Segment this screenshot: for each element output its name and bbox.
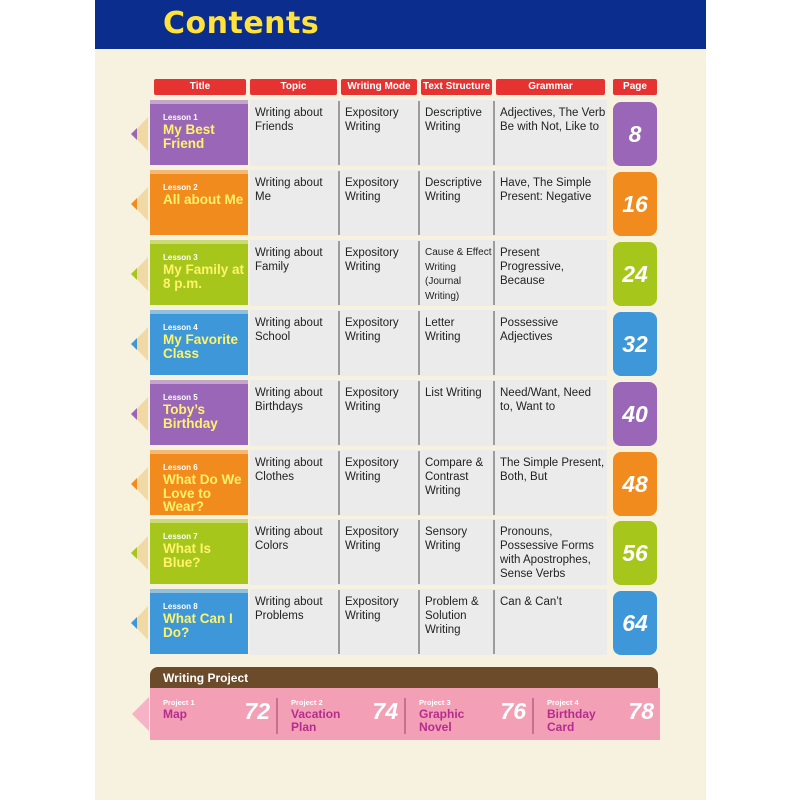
writing-project-title: Writing Project xyxy=(163,671,249,685)
column-divider xyxy=(493,381,495,445)
lesson-page-number: 40 xyxy=(622,401,648,427)
column-divider xyxy=(338,590,340,654)
project-name: Map xyxy=(163,707,187,721)
lesson-text-structure-cell xyxy=(420,170,493,236)
column-divider xyxy=(338,101,340,165)
lesson-grammar: Adjectives, The Verb Be with Not, Like to xyxy=(500,107,606,133)
pencil-lead xyxy=(131,408,137,420)
lesson-writing-mode-cell xyxy=(340,589,418,655)
lesson-text-structure-cell xyxy=(420,310,493,376)
lesson-text-structure-cell xyxy=(420,380,493,446)
lesson-text-structure: Letter Writing xyxy=(425,317,461,343)
lesson-grammar: Need/Want, Need to, Want to xyxy=(500,387,591,413)
lesson-title-pencil[interactable] xyxy=(150,174,248,235)
project-number: Project 3 xyxy=(419,698,451,707)
pencil-lead xyxy=(131,478,137,490)
lesson-topic-cell xyxy=(250,100,338,166)
column-divider xyxy=(338,381,340,445)
lesson-title-pencil[interactable] xyxy=(150,523,248,584)
project-name: Graphic Novel xyxy=(419,707,465,734)
lesson-page-badge[interactable] xyxy=(613,521,657,585)
lesson-title: What Is Blue? xyxy=(163,541,212,570)
lesson-title-pencil[interactable] xyxy=(150,104,248,165)
lesson-grammar-cell xyxy=(495,100,607,166)
lesson-topic: Writing about Friends xyxy=(255,107,323,133)
lesson-text-structure: Cause & Effect Writing (Journal Writing) xyxy=(425,247,492,302)
column-header-writing-mode: Writing Mode xyxy=(341,79,417,95)
lesson-title: My Favorite Class xyxy=(163,332,239,361)
column-divider xyxy=(418,451,420,515)
lesson-grammar-cell xyxy=(495,519,607,585)
lesson-details xyxy=(250,519,607,585)
writing-project-list xyxy=(150,688,660,740)
lesson-writing-mode-cell xyxy=(340,450,418,516)
lesson-grammar-cell xyxy=(495,380,607,446)
column-header-title: Title xyxy=(154,79,246,95)
pencil-top-edge xyxy=(150,519,248,524)
lesson-title: All about Me xyxy=(163,192,244,207)
lesson-writing-mode: Expository Writing xyxy=(345,596,399,622)
column-divider xyxy=(493,451,495,515)
column-divider xyxy=(493,520,495,584)
lesson-text-structure: Descriptive Writing xyxy=(425,107,482,133)
lesson-grammar: The Simple Present, Both, But xyxy=(500,457,605,483)
project-page-number: 72 xyxy=(244,698,270,724)
column-divider xyxy=(418,381,420,445)
lesson-title: What Can I Do? xyxy=(163,611,233,640)
lesson-grammar-cell xyxy=(495,240,607,306)
lesson-grammar-cell xyxy=(495,450,607,516)
lesson-writing-mode: Expository Writing xyxy=(345,457,399,483)
project-divider xyxy=(404,698,406,734)
lesson-details xyxy=(250,100,607,166)
lesson-page-badge[interactable] xyxy=(613,172,657,236)
project-page-number: 76 xyxy=(500,698,526,724)
lesson-row xyxy=(95,170,706,236)
lesson-page-number: 16 xyxy=(622,191,648,217)
lesson-details xyxy=(250,450,607,516)
lesson-title-pencil[interactable] xyxy=(150,384,248,445)
lesson-grammar: Can & Can’t xyxy=(500,596,563,608)
lesson-text-structure: List Writing xyxy=(425,387,482,399)
lesson-title: My Best Friend xyxy=(163,122,215,151)
lesson-page-badge[interactable] xyxy=(613,312,657,376)
column-divider xyxy=(338,311,340,375)
project-number: Project 2 xyxy=(291,698,323,707)
lesson-topic: Writing about Clothes xyxy=(255,457,323,483)
pencil-lead xyxy=(131,198,137,210)
lesson-page-number: 64 xyxy=(622,610,648,636)
lesson-number: Lesson 5 xyxy=(163,393,198,402)
project-name: Vacation Plan xyxy=(291,707,341,734)
lesson-page-number: 8 xyxy=(628,121,642,147)
project-divider xyxy=(276,698,278,734)
lesson-row xyxy=(95,380,706,446)
writing-project-pencil-tip xyxy=(132,697,149,731)
project-page-number: 74 xyxy=(372,698,398,724)
lesson-writing-mode: Expository Writing xyxy=(345,107,399,133)
lesson-writing-mode: Expository Writing xyxy=(345,177,399,203)
lesson-topic-cell xyxy=(250,240,338,306)
lesson-details xyxy=(250,170,607,236)
lesson-topic-cell xyxy=(250,310,338,376)
column-divider xyxy=(338,241,340,305)
lesson-row xyxy=(95,310,706,376)
pencil-top-edge xyxy=(150,589,248,594)
lesson-topic: Writing about Birthdays xyxy=(255,387,323,413)
column-divider xyxy=(418,241,420,305)
lesson-writing-mode-cell xyxy=(340,100,418,166)
lesson-grammar-cell xyxy=(495,170,607,236)
column-divider xyxy=(418,520,420,584)
lesson-title-pencil[interactable] xyxy=(150,454,248,515)
lesson-page-badge[interactable] xyxy=(613,452,657,516)
pencil-top-edge xyxy=(150,380,248,385)
lesson-topic-cell xyxy=(250,589,338,655)
lesson-page-badge[interactable] xyxy=(613,242,657,306)
project-item[interactable] xyxy=(406,688,532,740)
lesson-title-pencil[interactable] xyxy=(150,314,248,375)
column-divider xyxy=(418,101,420,165)
project-number: Project 1 xyxy=(163,698,195,707)
contents-page xyxy=(95,0,706,800)
lesson-row xyxy=(95,589,706,655)
lesson-topic-cell xyxy=(250,519,338,585)
lesson-text-structure: Compare & Contrast Writing xyxy=(425,457,484,497)
lesson-number: Lesson 7 xyxy=(163,532,198,541)
lesson-title: Toby’s Birthday xyxy=(163,402,218,431)
lesson-text-structure-cell xyxy=(420,100,493,166)
lesson-number: Lesson 3 xyxy=(163,253,198,262)
pencil-top-edge xyxy=(150,170,248,175)
pencil-lead xyxy=(131,268,137,280)
column-divider xyxy=(338,171,340,235)
lesson-topic-cell xyxy=(250,170,338,236)
lesson-page-badge[interactable] xyxy=(613,591,657,655)
lesson-writing-mode-cell xyxy=(340,240,418,306)
lesson-grammar: Possessive Adjectives xyxy=(500,317,559,343)
lesson-details xyxy=(250,380,607,446)
pencil-top-edge xyxy=(150,240,248,245)
lesson-topic: Writing about Colors xyxy=(255,526,323,552)
lesson-topic-cell xyxy=(250,380,338,446)
lesson-page-number: 32 xyxy=(622,331,648,357)
pencil-top-edge xyxy=(150,100,248,105)
lesson-details xyxy=(250,310,607,376)
column-divider xyxy=(493,241,495,305)
pencil-lead xyxy=(131,338,137,350)
project-item[interactable] xyxy=(150,688,276,740)
project-item[interactable] xyxy=(278,688,404,740)
column-divider xyxy=(493,101,495,165)
lesson-page-number: 48 xyxy=(622,471,648,497)
column-header-page: Page xyxy=(613,79,657,95)
lesson-writing-mode: Expository Writing xyxy=(345,526,399,552)
lesson-text-structure-cell xyxy=(420,589,493,655)
column-divider xyxy=(493,590,495,654)
column-divider xyxy=(338,451,340,515)
lesson-writing-mode-cell xyxy=(340,170,418,236)
lesson-grammar-cell xyxy=(495,589,607,655)
pencil-lead xyxy=(131,617,137,629)
lesson-topic: Writing about School xyxy=(255,317,323,343)
writing-project-header xyxy=(150,667,658,688)
lesson-topic-cell xyxy=(250,450,338,516)
pencil-lead xyxy=(131,547,137,559)
lesson-writing-mode: Expository Writing xyxy=(345,387,399,413)
project-name: Birthday Card xyxy=(547,707,596,734)
lesson-number: Lesson 2 xyxy=(163,183,198,192)
lesson-grammar: Present Progressive, Because xyxy=(500,247,564,287)
lesson-writing-mode-cell xyxy=(340,519,418,585)
lesson-grammar: Pronouns, Possessive Forms with Apostrophes, Sense Verbs xyxy=(500,526,594,580)
lesson-writing-mode: Expository Writing xyxy=(345,247,399,273)
lesson-text-structure-cell xyxy=(420,450,493,516)
column-divider xyxy=(493,311,495,375)
lesson-grammar: Have, The Simple Present: Negative xyxy=(500,177,592,203)
lesson-title-pencil[interactable] xyxy=(150,593,248,654)
lesson-details xyxy=(250,240,607,306)
column-header-topic: Topic xyxy=(250,79,337,95)
page-title: Contents xyxy=(163,6,320,41)
lesson-row xyxy=(95,240,706,306)
lesson-row xyxy=(95,100,706,166)
column-header-grammar: Grammar xyxy=(496,79,605,95)
lesson-topic: Writing about Family xyxy=(255,247,323,273)
lesson-text-structure: Problem & Solution Writing xyxy=(425,596,479,636)
lesson-writing-mode: Expository Writing xyxy=(345,317,399,343)
lesson-number: Lesson 4 xyxy=(163,323,198,332)
lesson-writing-mode-cell xyxy=(340,310,418,376)
lesson-number: Lesson 1 xyxy=(163,113,198,122)
lesson-text-structure: Descriptive Writing xyxy=(425,177,482,203)
lesson-page-number: 24 xyxy=(622,261,648,287)
lesson-number: Lesson 8 xyxy=(163,602,198,611)
lesson-title: My Family at 8 p.m. xyxy=(163,262,245,291)
lesson-writing-mode-cell xyxy=(340,380,418,446)
lesson-text-structure-cell xyxy=(420,240,493,306)
project-page-number: 78 xyxy=(628,698,654,724)
pencil-top-edge xyxy=(150,310,248,315)
pencil-top-edge xyxy=(150,450,248,455)
lesson-row xyxy=(95,519,706,585)
lesson-title-pencil[interactable] xyxy=(150,244,248,305)
project-number: Project 4 xyxy=(547,698,579,707)
lesson-grammar-cell xyxy=(495,310,607,376)
lesson-number: Lesson 6 xyxy=(163,463,198,472)
column-divider xyxy=(418,590,420,654)
lesson-page-number: 56 xyxy=(622,540,648,566)
lesson-text-structure-cell xyxy=(420,519,493,585)
column-header-text-structure: Text Structure xyxy=(421,79,492,95)
lesson-page-badge[interactable] xyxy=(613,382,657,446)
lesson-topic: Writing about Problems xyxy=(255,596,323,622)
lesson-page-badge[interactable] xyxy=(613,102,657,166)
header-bar xyxy=(95,0,706,49)
project-item[interactable] xyxy=(534,688,660,740)
lesson-topic: Writing about Me xyxy=(255,177,323,203)
lesson-text-structure: Sensory Writing xyxy=(425,526,468,552)
project-divider xyxy=(532,698,534,734)
column-divider xyxy=(418,171,420,235)
column-divider xyxy=(338,520,340,584)
pencil-lead xyxy=(131,128,137,140)
column-divider xyxy=(493,171,495,235)
lesson-title: What Do We Love to Wear? xyxy=(163,472,242,514)
lesson-row xyxy=(95,450,706,516)
column-divider xyxy=(418,311,420,375)
lesson-details xyxy=(250,589,607,655)
